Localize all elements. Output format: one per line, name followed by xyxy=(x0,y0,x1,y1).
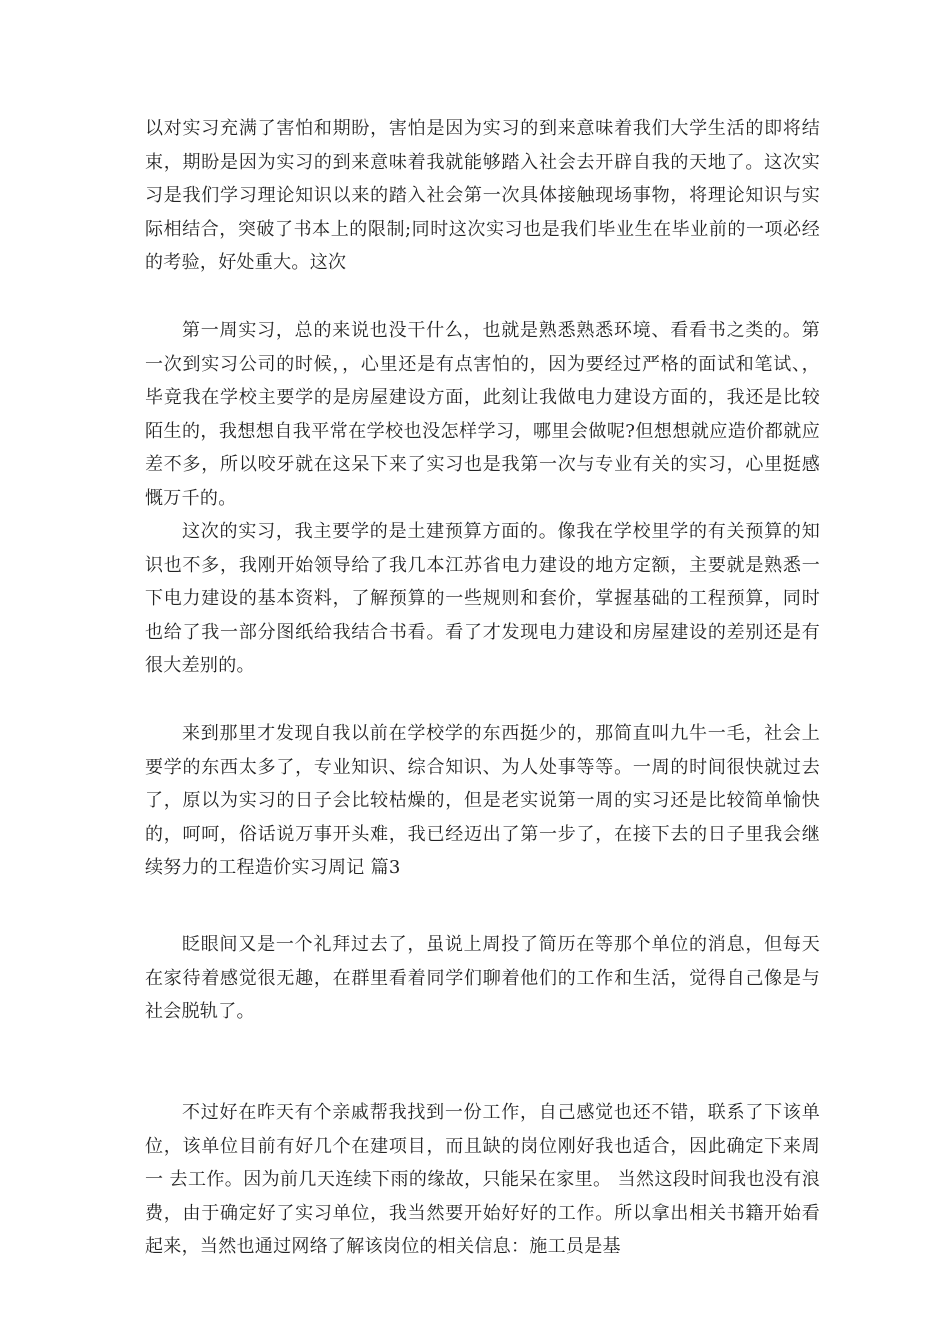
paragraph-new-job: 不过好在昨天有个亲戚帮我找到一份工作，自己感觉也还不错，联系了下该单位，该单位目前有好几个在建项目，而且缺的岗位刚好我也适合，因此确定下来周一 去工作。因为前几天连续下雨的缘故，只能呆在家里。 当然这段时间我也没有浪费，由于确定好了实习单位，我当然要开始好好的工作。所以拿出相关书籍开始看起来，当然也通过网络了解该岗位的相关信息：施工员是基 xyxy=(145,1102,820,1258)
paragraph-week-passed: 眨眼间又是一个礼拜过去了，虽说上周投了简历在等那个单位的消息，但每天在家待着感觉很无趣，在群里看着同学们聊着他们的工作和生活，觉得自己像是与社会脱轨了。 xyxy=(145,934,820,1023)
paragraph-budget-study: 这次的实习，我主要学的是土建预算方面的。像我在学校里学的有关预算的知识也不多，我刚开始领导给了我几本江苏省电力建设的地方定额，主要就是熟悉一下电力建设的基本资料，了解预算的一些规则和套价，掌握基础的工程预算，同时也给了我一部分图纸给我结合书看。看了才发现电力建设和房屋建设的差别还是有很大差别的。 xyxy=(145,521,820,677)
paragraph-continuation: 以对实习充满了害怕和期盼，害怕是因为实习的到来意味着我们大学生活的即将结束，期盼是因为实习的到来意味着我就能够踏入社会去开辟自我的天地了。这次实习是我们学习理论知识以来的踏入社会第一次具体接触现场事物，将理论知识与实际相结合，突破了书本上的限制;同时这次实习也是我们毕业生在毕业前的一项必经的考验，好处重大。这次 xyxy=(145,118,820,274)
paragraph-reflection: 来到那里才发现自我以前在学校学的东西挺少的，那简直叫九牛一毛，社会上要学的东西太多了，专业知识、综合知识、为人处事等等。一周的时间很快就过去了，原以为实习的日子会比较枯燥的，但是老实说第一周的实习还是比较简单愉快的，呵呵，俗话说万事开头难，我已经迈出了第一步了，在接下去的日子里我会继续努力的工程造价实习周记 篇3 xyxy=(145,723,820,879)
paragraph-first-week: 第一周实习，总的来说也没干什么，也就是熟悉熟悉环境、看看书之类的。第一次到实习公司的时候，，心里还是有点害怕的，因为要经过严格的面试和笔试、，毕竟我在学校主要学的是房屋建设方面，此刻让我做电力建设方面的，我还是比较陌生的，我想想自我平常在学校也没怎样学习，哪里会做呢?但想想就应造价都就应差不多，所以咬牙就在这呆下来了实习也是我第一次与专业有关的实习，心里挺感慨万千的。 xyxy=(145,320,820,509)
